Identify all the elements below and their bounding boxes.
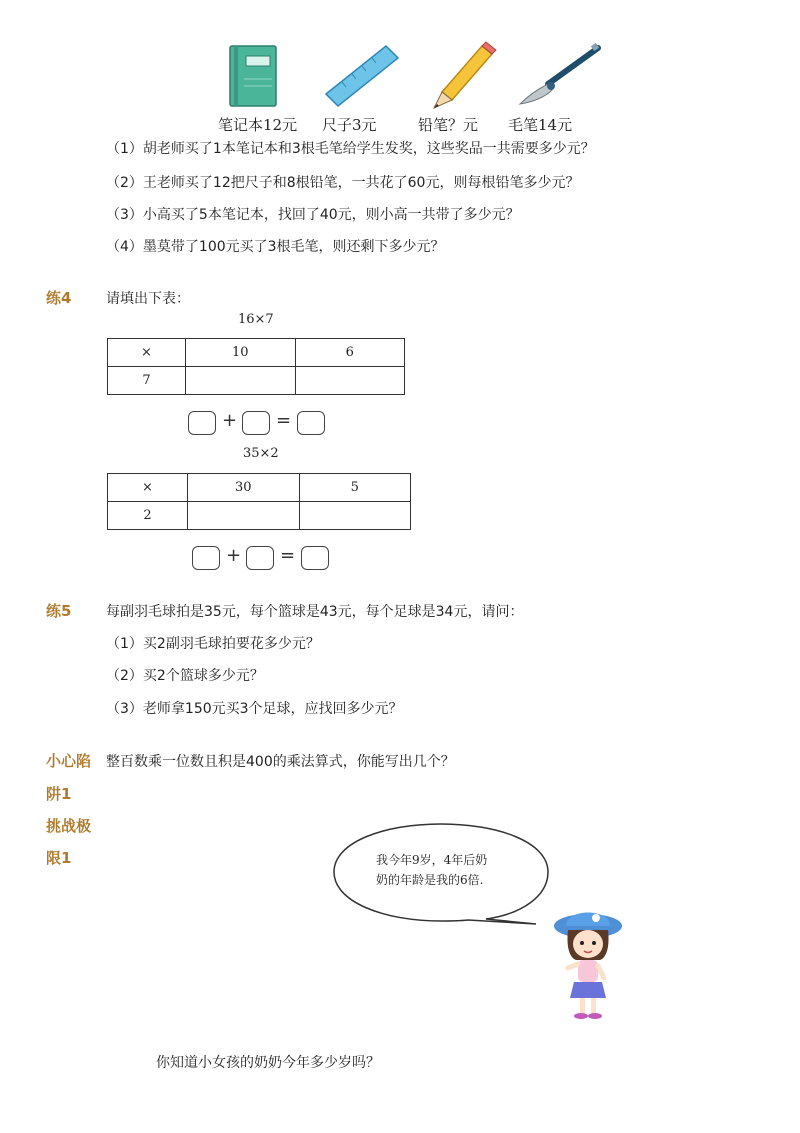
table1-row-label: 7 [108,367,186,395]
brush-icon [518,42,604,108]
table2-row-label: 2 [108,502,188,530]
table1-answer-cell-2[interactable] [295,367,404,395]
brush-price: 毛笔14元 [508,116,573,134]
table1-header-tens: 10 [185,339,295,367]
equals-sign: = [280,545,296,566]
question-1: （1）胡老师买了1本笔记本和3根毛笔给学生发奖，这些奖品一共需要多少元？ [106,141,595,157]
table2-answer-cell-2[interactable] [299,502,410,530]
ruler-icon [320,42,402,110]
table2-header-tens: 30 [187,474,299,502]
notebook-icon [226,44,282,110]
plus-sign: + [226,545,242,566]
table1-answer-cell-1[interactable] [185,367,295,395]
question-4: （4）墨莫带了100元买了3根毛笔，则还剩下多少元？ [106,239,445,255]
question-3: （3）小高买了5本笔记本，找回了40元，则小高一共带了多少元？ [106,207,520,223]
girl-illustration [548,904,624,1026]
answer-box-2b[interactable] [246,546,274,570]
answer-box-2a[interactable] [192,546,220,570]
lian5-question-1: （1）买2副羽毛球拍要花多少元？ [106,636,320,652]
lian5-label: 练5 [46,602,72,620]
challenge-label-line1: 挑战极 [46,817,92,835]
answer-box-1c[interactable] [297,411,325,435]
question-2: （2）王老师买了12把尺子和8根铅笔，一共花了60元，则每根铅笔多少元？ [106,175,580,191]
table1-title: 16×7 [238,312,274,327]
table1-header-ones: 6 [295,339,404,367]
answer-box-1b[interactable] [242,411,270,435]
lian5-intro: 每副羽毛球拍是35元，每个篮球是43元，每个足球是34元，请问： [106,604,524,620]
answer-box-2c[interactable] [301,546,329,570]
lian5-question-3: （3）老师拿150元买3个足球，应找回多少元？ [106,701,403,717]
plus-sign: + [222,410,238,431]
lian4-label: 练4 [46,289,72,307]
ruler-price: 尺子3元 [322,116,377,134]
bubble-text-line1: 我今年9岁，4年后奶 [376,853,488,867]
table2-header-ones: 5 [299,474,410,502]
table2-answer-cell-1[interactable] [187,502,299,530]
multiplication-table-2 [107,473,411,530]
pencil-icon [428,38,498,112]
lian4-instruction: 请填出下表： [106,291,190,307]
pencil-price: 铅笔？元 [418,116,479,134]
challenge-label-line2: 限1 [46,849,72,867]
trap-label-line2: 阱1 [46,785,72,803]
table2-title: 35×2 [243,446,279,461]
answer-box-1a[interactable] [188,411,216,435]
trap-question: 整百数乘一位数且积是400的乘法算式，你能写出几个？ [106,754,455,770]
table2-header-op: × [108,474,188,502]
bubble-text-line2: 奶的年龄是我的6倍. [376,873,484,887]
notebook-price: 笔记本12元 [218,116,298,134]
challenge-question: 你知道小女孩的奶奶今年多少岁吗？ [156,1055,380,1071]
equals-sign: = [276,410,292,431]
table1-header-op: × [108,339,186,367]
multiplication-table-1 [107,338,405,395]
lian5-question-2: （2）买2个篮球多少元？ [106,668,264,684]
trap-label-line1: 小心陷 [46,752,92,770]
